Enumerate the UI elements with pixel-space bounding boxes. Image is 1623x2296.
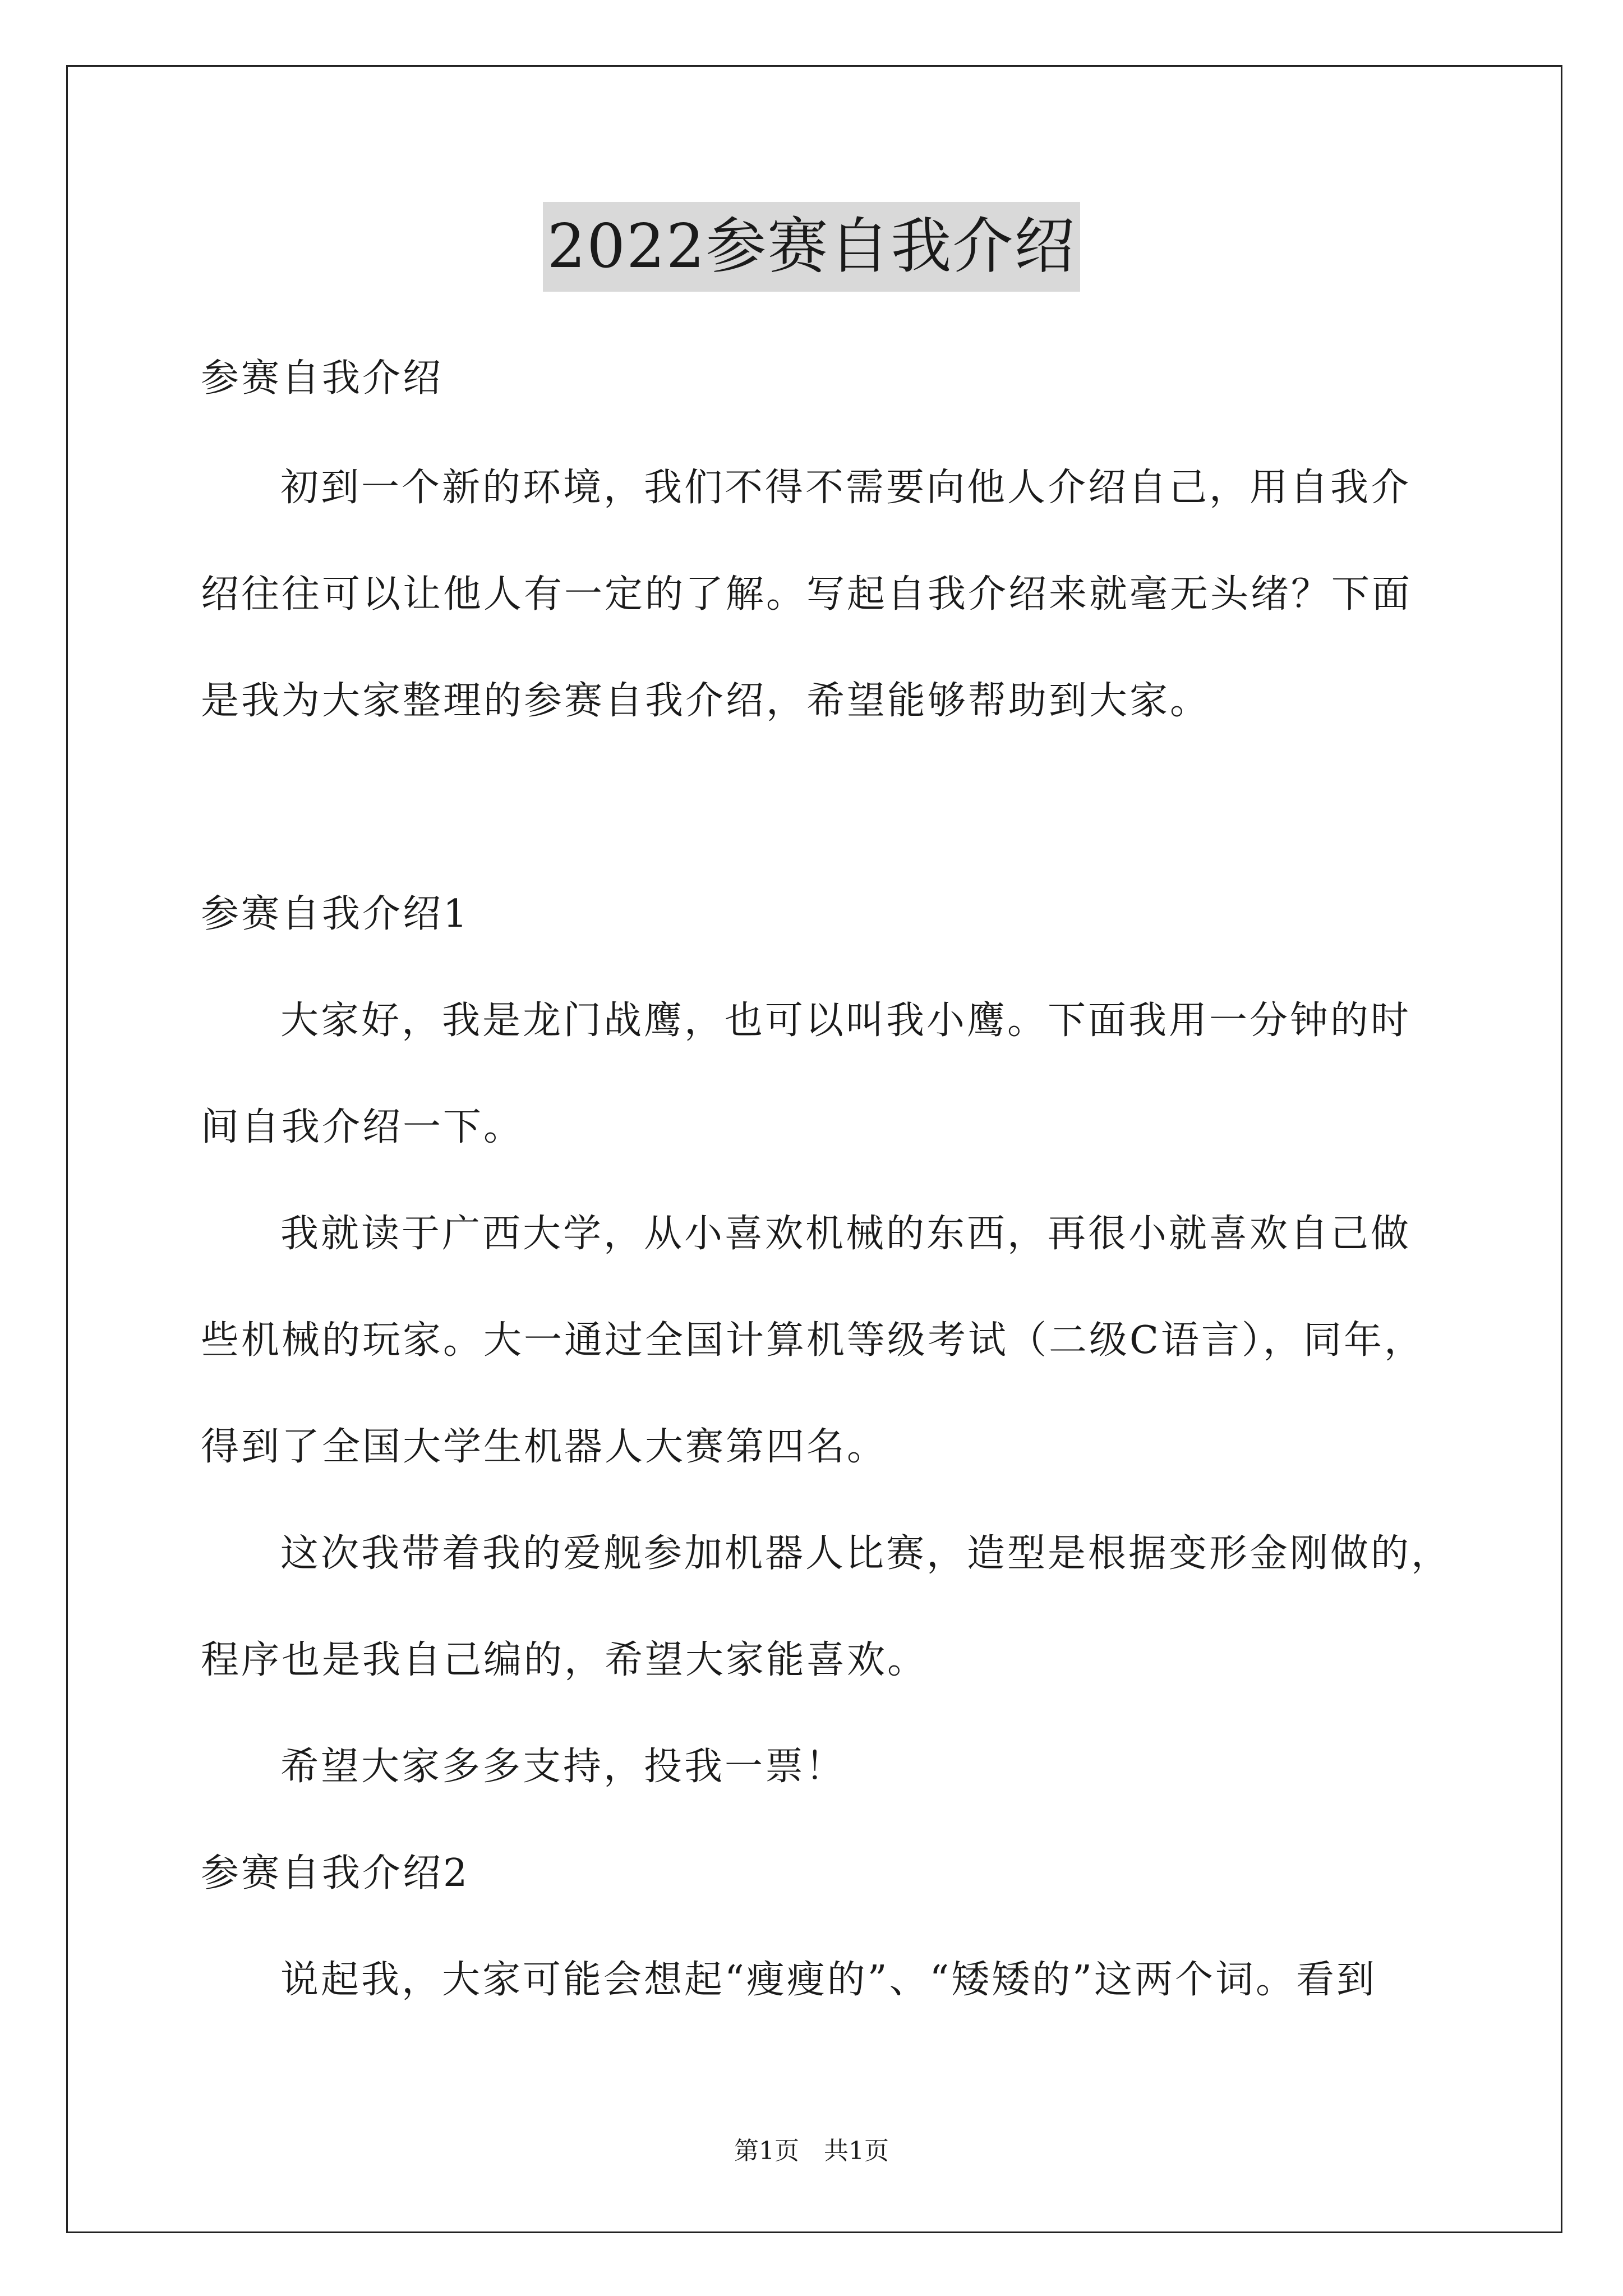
text-line: 得到了全国大学生机器人大赛第四名。 [201,1425,888,1469]
text-line: 是我为大家整理的参赛自我介绍，希望能够帮助到大家。 [201,679,1211,723]
text-line: 些机械的玩家。大一通过全国计算机等级考试（二级C语言），同年， [201,1318,1425,1363]
text-line: 参赛自我介绍2 [201,1851,470,1895]
text-line: 参赛自我介绍1 [201,892,470,936]
text-line: 希望大家多多支持，投我一票！ [280,1745,846,1789]
page-footer: 第1页 共1页 [734,2137,889,2165]
text-line: 说起我，大家可能会想起“瘦瘦的”、“矮矮的”这两个词。看到 [280,1958,1377,2002]
text-line: 参赛自我介绍 [201,356,444,401]
text-line: 我就读于广西大学，从小喜欢机械的东西，再很小就喜欢自己做 [280,1212,1412,1256]
text-line: 间自我介绍一下。 [201,1105,524,1149]
text-line: 初到一个新的环境，我们不得不需要向他人介绍自己，用自我介 [280,466,1412,510]
text-line: 程序也是我自己编的，希望大家能喜欢。 [201,1638,928,1682]
text-line: 绍往往可以让他人有一定的了解。写起自我介绍来就毫无头绪？下面 [201,572,1413,616]
title-wrap [0,202,1623,292]
text-line: 这次我带着我的爱舰参加机器人比赛，造型是根据变形金刚做的， [280,1531,1452,1576]
document-title: 2022参赛自我介绍 [543,202,1081,292]
text-line: 大家好，我是龙门战鹰，也可以叫我小鹰。下面我用一分钟的时 [280,999,1412,1043]
